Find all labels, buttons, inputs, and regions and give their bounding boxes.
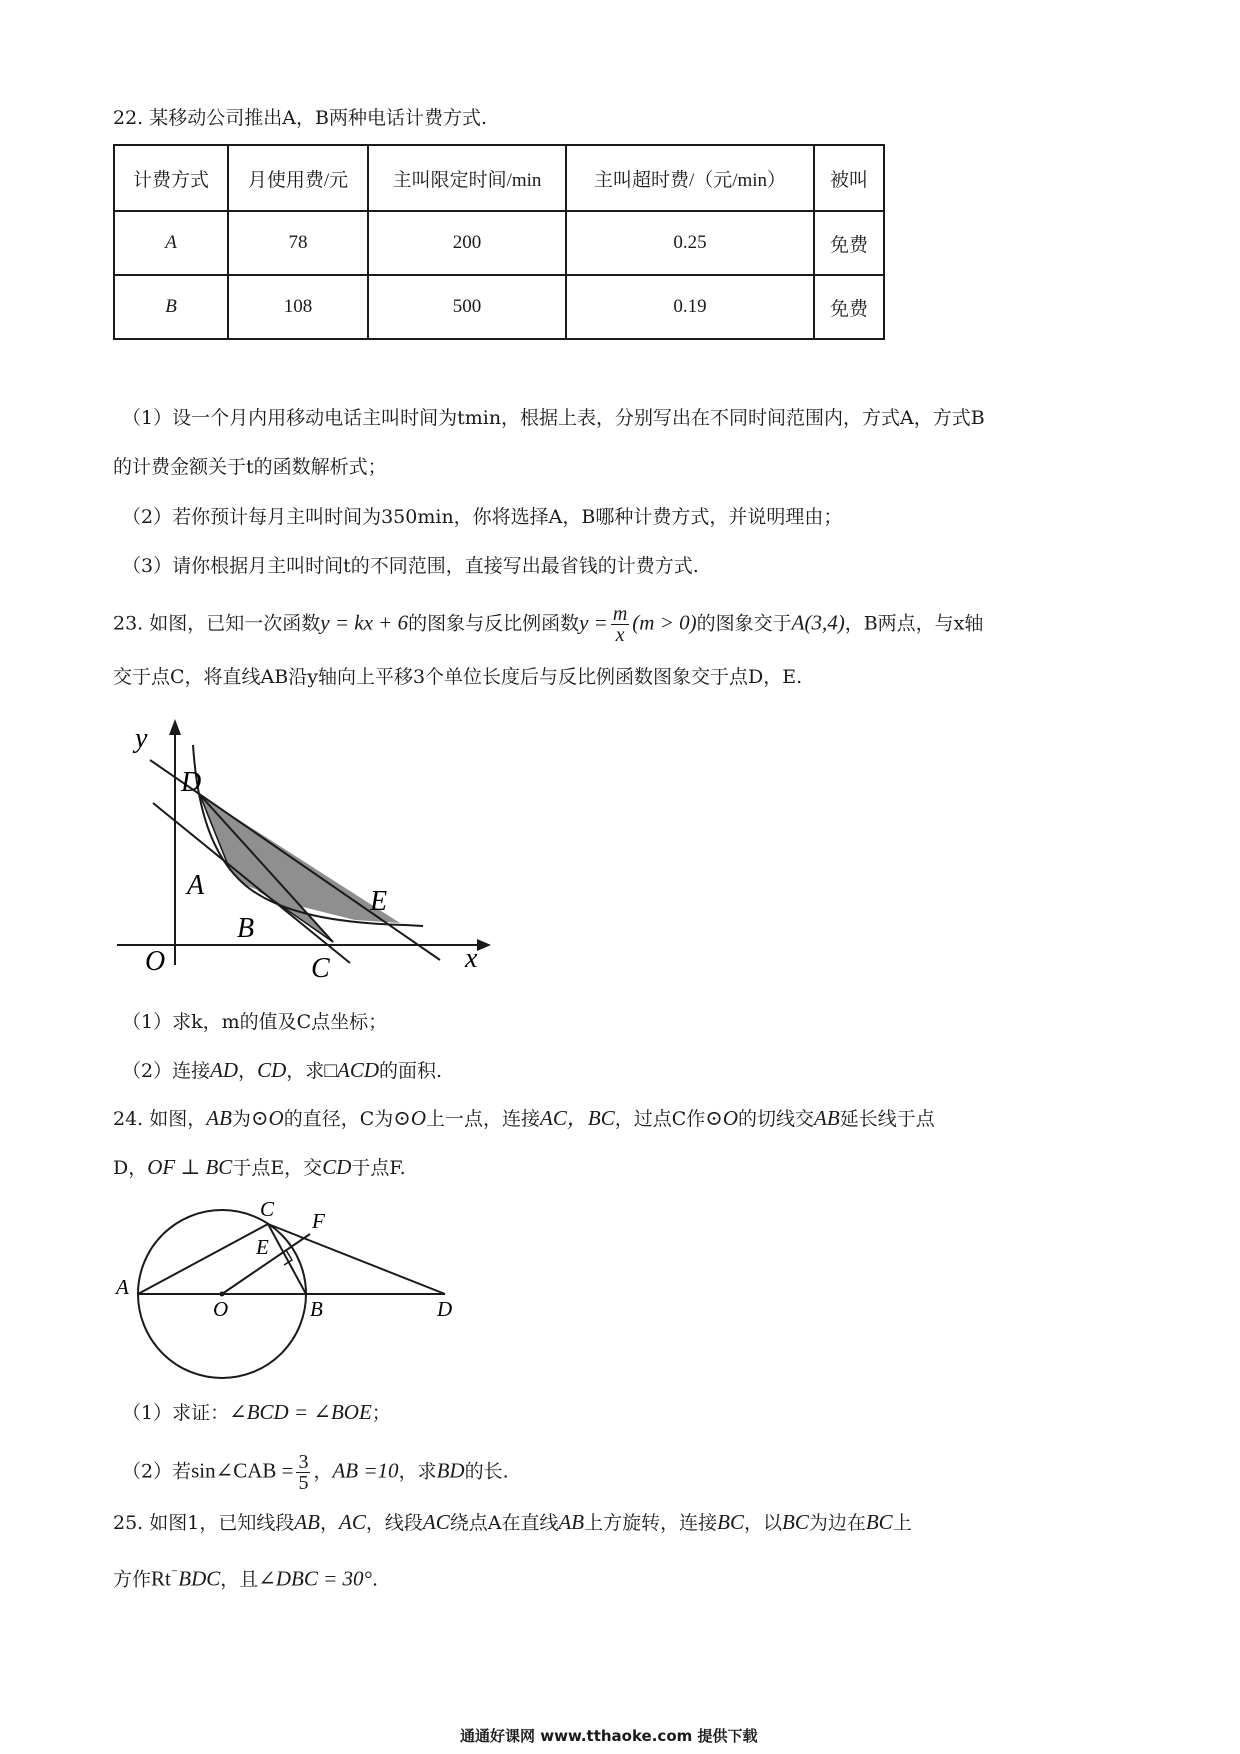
segment-cd-text: CD	[257, 1058, 287, 1082]
q23-text: （2）连接	[122, 1060, 211, 1082]
segment-bc-text: BC	[717, 1510, 744, 1534]
q23-text: 23. 如图，已知一次函数	[113, 612, 321, 635]
table-cell: 0.19	[566, 275, 814, 339]
q24-line1	[113, 1106, 935, 1131]
q23-text: ，求	[286, 1060, 325, 1082]
q23-text: 的面积.	[379, 1060, 443, 1082]
label-c: C	[311, 953, 330, 984]
q23-text: ，B两点，与x轴	[844, 612, 984, 635]
q23-text: 的图象交于	[696, 612, 792, 635]
fee-table	[113, 144, 885, 340]
inverse-function-lhs: y =	[579, 610, 608, 635]
q24-text: 24. 如图，	[113, 1108, 207, 1130]
fraction-denominator: 5	[298, 1472, 309, 1494]
circle-o-text: ⊙O	[705, 1106, 739, 1130]
fraction-numerator: 3	[298, 1451, 309, 1473]
q25-text: 上方旋转，连接	[584, 1512, 718, 1534]
q23-figure	[105, 705, 505, 995]
q25-text: .	[371, 1568, 378, 1591]
table-cell: 78	[228, 211, 368, 275]
table-header: 主叫限定时间/min	[368, 145, 566, 211]
label-e: E	[256, 1235, 269, 1259]
q24-part1	[122, 1400, 391, 1425]
x-axis-arrow	[477, 939, 491, 951]
label-o: O	[145, 946, 166, 977]
q23-part1: （1）求k，m的值及C点坐标；	[122, 1011, 388, 1033]
q25-text: 方作	[113, 1568, 152, 1591]
label-o: O	[213, 1297, 229, 1321]
segment-ad-text: AD	[210, 1058, 239, 1082]
label-a: A	[187, 870, 205, 901]
ab-length: AB =10	[332, 1458, 399, 1483]
segment-bd-text: BD	[436, 1458, 465, 1483]
q23-line2: 交于点C，将直线AB沿y轴向上平移3个单位长度后与反比例函数图象交于点D，E.	[113, 666, 803, 688]
y-axis-arrow	[169, 719, 181, 735]
q22-part1-line1: （1）设一个月内用移动电话主叫时间为tmin，根据上表，分别写出在不同时间范围内，方式A，方式B	[122, 407, 985, 429]
q25-text: 25. 如图1，已知线段	[113, 1512, 295, 1534]
q25-line1	[113, 1510, 912, 1535]
q23-line1	[113, 604, 983, 645]
q25-text: ，且	[220, 1568, 259, 1591]
table-row	[114, 211, 884, 275]
inverse-function-condition: (m > 0)	[632, 610, 697, 635]
rt-text: Rt	[151, 1566, 171, 1591]
segment-ac	[138, 1224, 268, 1294]
q24-text: 的长.	[464, 1460, 509, 1483]
fraction-numerator: m	[612, 603, 628, 625]
q25-text: ，线段	[365, 1512, 423, 1534]
q24-part2	[122, 1452, 509, 1493]
table-header-row	[114, 145, 884, 211]
q24-line2	[113, 1155, 406, 1180]
label-d: D	[181, 767, 202, 798]
q23-part2	[122, 1058, 442, 1083]
table-cell: B	[114, 275, 228, 339]
table-cell: 免费	[814, 211, 884, 275]
q24-text: 的切线交	[738, 1108, 815, 1130]
segment-ab-text: AB	[814, 1106, 840, 1130]
q24-text: （2）若	[122, 1460, 192, 1483]
label-d: D	[437, 1297, 453, 1321]
label-b: B	[310, 1297, 323, 1321]
triangle-acd-text: □ACD	[324, 1058, 379, 1082]
q24-text: ；	[371, 1402, 391, 1424]
tangent-cd	[268, 1224, 445, 1294]
point-a: A(3,4)	[791, 610, 845, 635]
q24-text: （1）求证：	[122, 1402, 230, 1424]
q23-text: 的图象与反比例函数	[408, 612, 580, 635]
perpendicular-text: OF ⊥ BC	[147, 1155, 233, 1179]
segment-bc-text: BC	[865, 1510, 893, 1534]
label-c: C	[260, 1197, 275, 1221]
q24-text: ，过点C作	[614, 1108, 706, 1130]
q25-text: ，以	[743, 1512, 782, 1534]
table-row	[114, 275, 884, 339]
segment-ac-text: AC	[339, 1510, 366, 1534]
table-header: 被叫	[814, 145, 884, 211]
table-cell: 200	[368, 211, 566, 275]
label-b: B	[237, 913, 255, 944]
table-header: 月使用费/元	[228, 145, 368, 211]
q24-text: 于点F.	[351, 1157, 406, 1179]
q25-text: 上	[892, 1512, 912, 1534]
q25-line2	[113, 1562, 378, 1591]
q24-text: 上一点，连接	[426, 1108, 541, 1130]
label-e: E	[370, 886, 388, 917]
segment-cd-text: CD	[322, 1155, 352, 1179]
q24-text: 的直径，C为	[283, 1108, 394, 1130]
segment-bc-text: BC	[782, 1510, 809, 1534]
triangle-bdc-text: BDC	[178, 1566, 221, 1591]
table-header: 主叫超时费/（元/min）	[566, 145, 814, 211]
circle-o-text: ⊙O	[250, 1106, 284, 1130]
q24-text: 延长线于点	[839, 1108, 935, 1130]
label-x: x	[465, 943, 478, 974]
sine-expression: sin∠CAB =	[191, 1458, 294, 1483]
fraction-denominator: x	[615, 624, 625, 646]
fraction-m-over-x	[611, 604, 629, 645]
q24-text: D，	[113, 1157, 148, 1179]
label-a: A	[116, 1275, 129, 1299]
q22-part2: （2）若你预计每月主叫时间为350min，你将选择A，B哪种计费方式，并说明理由；	[122, 506, 843, 528]
q22-title: 22. 某移动公司推出A，B两种电话计费方式.	[113, 107, 487, 129]
q25-text: ，	[320, 1512, 340, 1534]
table-cell: 108	[228, 275, 368, 339]
q25-text: 绕点A在直线	[449, 1512, 559, 1534]
table-cell: 500	[368, 275, 566, 339]
q24-figure	[110, 1188, 470, 1393]
q25-text: 为边在	[808, 1512, 866, 1534]
segment-ab-text: AB	[294, 1510, 321, 1534]
segment-ab-text: AB	[558, 1510, 585, 1534]
segment-ac-text: AC	[422, 1510, 450, 1534]
q22-part3: （3）请你根据月主叫时间t的不同范围，直接写出最省钱的计费方式.	[122, 555, 699, 577]
q24-text: ，	[313, 1460, 333, 1483]
table-header: 计费方式	[114, 145, 228, 211]
table-cell: 免费	[814, 275, 884, 339]
footer-source: 通通好课网 www.tthaoke.com 提供下载	[460, 1727, 758, 1745]
fraction-three-fifths	[296, 1452, 310, 1493]
segments-ac-bc-text: AC，BC	[540, 1106, 615, 1130]
q24-text: 为	[231, 1108, 251, 1130]
table-cell: A	[114, 211, 228, 275]
angle-dbc-text: ∠DBC = 30°	[258, 1566, 372, 1591]
center-dot	[220, 1292, 225, 1297]
linear-function: y = kx + 6	[320, 610, 409, 635]
q24-text: ，求	[398, 1460, 437, 1483]
q24-text: 于点E，交	[232, 1157, 323, 1179]
label-y: y	[135, 723, 148, 754]
q23-text: ，	[238, 1060, 258, 1082]
segment-ab-text: AB	[206, 1106, 232, 1130]
label-f: F	[312, 1209, 325, 1233]
q22-part1-line2: 的计费金额关于t的函数解析式；	[113, 456, 387, 478]
table-cell: 0.25	[566, 211, 814, 275]
circle-o-text: ⊙O	[393, 1106, 427, 1130]
triangle-symbol: ⁻	[170, 1566, 179, 1582]
angle-equation: ∠BCD = ∠BOE	[229, 1400, 372, 1424]
